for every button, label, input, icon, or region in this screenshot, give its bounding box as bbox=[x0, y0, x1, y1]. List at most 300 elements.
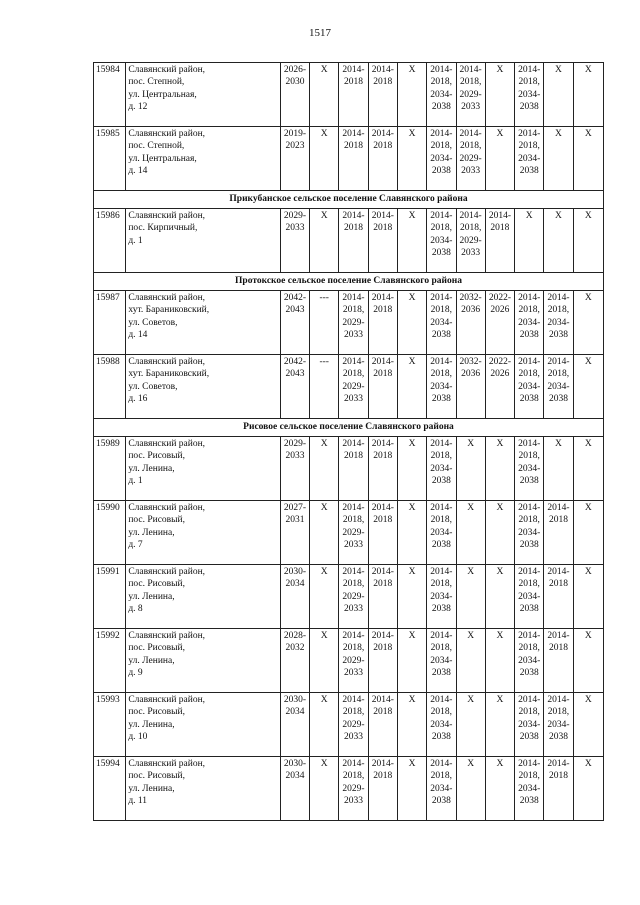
period-cell bbox=[339, 629, 368, 693]
period-cell bbox=[280, 127, 309, 191]
address-cell bbox=[126, 63, 281, 127]
period-line: Х bbox=[584, 211, 592, 221]
period-line: 2034- bbox=[518, 655, 541, 666]
period-line: 2034- bbox=[430, 719, 453, 730]
period-line: 2014- bbox=[430, 129, 453, 139]
address-line: д. 1 bbox=[128, 475, 143, 486]
period-line: 2018 bbox=[373, 451, 393, 462]
period-line: 2014- bbox=[371, 357, 394, 367]
period-line: 2033 bbox=[344, 539, 364, 550]
record-number: 15989 bbox=[94, 437, 126, 501]
period-cell bbox=[515, 63, 544, 127]
period-line: Х bbox=[408, 695, 416, 705]
period-line: 2034- bbox=[430, 591, 453, 602]
period-cell bbox=[456, 629, 485, 693]
address-line: ул. Ленина, bbox=[128, 783, 175, 794]
period-cell bbox=[339, 127, 368, 191]
period-line: Х bbox=[496, 567, 504, 577]
period-line: 2038 bbox=[548, 731, 568, 742]
period-line: 2038 bbox=[519, 165, 539, 176]
period-cell bbox=[456, 757, 485, 821]
address-line: ул. Ленина, bbox=[128, 719, 175, 730]
address-line: д. 12 bbox=[128, 101, 148, 112]
period-line: 2038 bbox=[519, 101, 539, 112]
address-line: Славянский район, bbox=[128, 129, 206, 139]
period-cell bbox=[485, 437, 514, 501]
period-line: 2018, bbox=[547, 369, 570, 380]
period-line: 2029- bbox=[342, 591, 365, 602]
period-line: 2033 bbox=[461, 101, 481, 112]
period-cell bbox=[427, 757, 456, 821]
period-cell bbox=[456, 63, 485, 127]
period-cell bbox=[544, 63, 573, 127]
period-line: 2033 bbox=[461, 247, 481, 258]
period-line: Х bbox=[555, 211, 562, 221]
address-line: пос. Кирпичный, bbox=[128, 223, 198, 234]
period-cell bbox=[397, 565, 426, 629]
period-cell bbox=[280, 565, 309, 629]
record-number: 15990 bbox=[94, 501, 126, 565]
period-cell bbox=[544, 355, 573, 419]
period-line: 2014- bbox=[342, 567, 365, 577]
period-line: 2029- bbox=[342, 381, 365, 392]
period-line: 2014- bbox=[459, 65, 482, 75]
period-line: 2018, bbox=[547, 707, 570, 718]
page-number: 1517 bbox=[309, 27, 331, 39]
period-line: 2018 bbox=[373, 515, 393, 526]
address-line: д. 9 bbox=[128, 667, 143, 678]
period-line: Х bbox=[496, 65, 504, 75]
period-line: 2014- bbox=[371, 759, 394, 769]
address-cell bbox=[126, 291, 281, 355]
period-line: 2018, bbox=[518, 771, 540, 782]
period-line: 2038 bbox=[548, 393, 568, 404]
record-number: 15992 bbox=[94, 629, 126, 693]
period-cell bbox=[310, 693, 339, 757]
period-line: 2014- bbox=[371, 211, 394, 221]
period-line: 2038 bbox=[519, 603, 539, 614]
period-cell bbox=[485, 291, 514, 355]
period-cell bbox=[397, 501, 426, 565]
period-line: 2018 bbox=[344, 77, 364, 88]
period-line: 2034 bbox=[285, 579, 305, 590]
record-number: 15993 bbox=[94, 693, 126, 757]
period-cell bbox=[544, 565, 573, 629]
period-cell bbox=[515, 629, 544, 693]
table-row bbox=[94, 437, 604, 501]
period-line: 2033 bbox=[461, 165, 481, 176]
period-line: 2018 bbox=[373, 305, 393, 316]
table-row bbox=[94, 757, 604, 821]
period-line: 2034- bbox=[430, 783, 453, 794]
address-line: Славянский район, bbox=[128, 631, 206, 641]
period-cell bbox=[339, 291, 368, 355]
section-title: Протокское сельское поселение Славянского района bbox=[94, 273, 604, 291]
period-cell bbox=[427, 355, 456, 419]
address-line: пос. Рисовый, bbox=[128, 451, 186, 462]
period-cell bbox=[280, 355, 309, 419]
period-cell bbox=[544, 209, 573, 273]
address-cell bbox=[126, 209, 281, 273]
period-line: 2038 bbox=[431, 329, 451, 340]
period-line: 2014- bbox=[430, 357, 453, 367]
period-line: 2031 bbox=[285, 515, 305, 526]
address-line: д. 10 bbox=[128, 731, 148, 742]
period-line: 2033 bbox=[285, 451, 305, 462]
period-line: 2018 bbox=[548, 771, 568, 782]
period-cell bbox=[368, 501, 397, 565]
period-line: Х bbox=[467, 503, 475, 513]
period-cell bbox=[573, 757, 603, 821]
period-line: Х bbox=[584, 631, 592, 641]
period-line: Х bbox=[408, 503, 416, 513]
period-cell bbox=[280, 501, 309, 565]
address-cell bbox=[126, 355, 281, 419]
period-line: 2018, bbox=[342, 305, 365, 316]
period-line: 2022- bbox=[488, 293, 511, 303]
period-line: Х bbox=[584, 357, 592, 367]
period-line: Х bbox=[408, 631, 416, 641]
period-line: 2018, bbox=[430, 451, 453, 462]
period-cell bbox=[544, 437, 573, 501]
period-line: Х bbox=[320, 129, 328, 139]
period-cell bbox=[397, 209, 426, 273]
period-line: 2038 bbox=[431, 475, 451, 486]
period-line: Х bbox=[555, 439, 562, 449]
period-line: 2038 bbox=[519, 667, 539, 678]
period-line: Х bbox=[320, 439, 328, 449]
period-line: 2018, bbox=[459, 141, 482, 152]
period-line: 2034- bbox=[430, 235, 453, 246]
period-line: Х bbox=[320, 759, 328, 769]
table-row bbox=[94, 127, 604, 191]
period-line: 2018, bbox=[430, 771, 453, 782]
period-line: 2014- bbox=[371, 439, 394, 449]
period-line: Х bbox=[584, 567, 592, 577]
period-line: 2018, bbox=[518, 369, 540, 380]
period-line: 2038 bbox=[431, 795, 451, 806]
address-line: хут. Бараниковский, bbox=[128, 369, 210, 380]
period-line: 2034- bbox=[430, 463, 453, 474]
period-cell bbox=[310, 757, 339, 821]
period-line: 2014- bbox=[342, 695, 365, 705]
period-line: 2038 bbox=[519, 393, 539, 404]
period-line: 2018, bbox=[430, 223, 453, 234]
period-line: 2034- bbox=[547, 719, 570, 730]
period-line: 2018 bbox=[344, 223, 364, 234]
period-line: 2043 bbox=[285, 369, 305, 380]
period-cell bbox=[427, 63, 456, 127]
period-line: 2018 bbox=[373, 141, 393, 152]
section-title: Рисовое сельское поселение Славянского района bbox=[94, 419, 604, 437]
period-cell bbox=[456, 437, 485, 501]
period-cell bbox=[280, 629, 309, 693]
period-cell bbox=[368, 693, 397, 757]
period-line: 2018 bbox=[344, 451, 364, 462]
period-line: 2018, bbox=[547, 305, 570, 316]
period-line: 2014- bbox=[342, 211, 365, 221]
period-line: 2014- bbox=[547, 503, 570, 513]
period-cell bbox=[573, 437, 603, 501]
period-line: 2034- bbox=[518, 381, 541, 392]
period-line: 2014- bbox=[518, 631, 541, 641]
period-line: 2034- bbox=[518, 591, 541, 602]
period-line: --- bbox=[319, 293, 329, 303]
period-cell bbox=[368, 355, 397, 419]
period-line: 2034- bbox=[430, 89, 453, 100]
record-number: 15984 bbox=[94, 63, 126, 127]
period-cell bbox=[280, 757, 309, 821]
period-line: 2027- bbox=[283, 503, 307, 513]
address-line: Славянский район, bbox=[128, 293, 206, 303]
period-cell bbox=[573, 127, 603, 191]
period-line: 2014- bbox=[518, 129, 541, 139]
period-line: 2014- bbox=[371, 129, 394, 139]
period-cell bbox=[544, 693, 573, 757]
section-header-row bbox=[94, 191, 604, 209]
address-line: Славянский район, bbox=[128, 567, 206, 577]
period-line: 2014- bbox=[547, 759, 570, 769]
period-line: 2014- bbox=[430, 503, 453, 513]
period-line: 2029- bbox=[342, 783, 365, 794]
address-line: д. 11 bbox=[128, 795, 148, 806]
period-cell bbox=[427, 565, 456, 629]
period-line: Х bbox=[408, 211, 416, 221]
period-line: 2014- bbox=[371, 65, 394, 75]
period-line: Х bbox=[555, 129, 562, 139]
period-line: 2018, bbox=[342, 707, 365, 718]
period-cell bbox=[339, 693, 368, 757]
table-row bbox=[94, 693, 604, 757]
period-line: 2014- bbox=[342, 357, 365, 367]
period-line: 2018, bbox=[430, 515, 453, 526]
address-line: пос. Степной, bbox=[128, 77, 185, 88]
period-line: Х bbox=[584, 759, 592, 769]
period-cell bbox=[397, 693, 426, 757]
period-line: 2043 bbox=[285, 305, 305, 316]
period-line: Х bbox=[496, 695, 504, 705]
period-line: Х bbox=[408, 759, 416, 769]
period-line: 2029- bbox=[342, 317, 365, 328]
period-cell bbox=[310, 209, 339, 273]
period-line: 2014- bbox=[342, 631, 365, 641]
period-line: 2036 bbox=[461, 305, 481, 316]
address-line: ул. Центральная, bbox=[128, 153, 197, 164]
address-line: пос. Рисовый, bbox=[128, 707, 186, 718]
period-cell bbox=[456, 501, 485, 565]
period-line: 2014- bbox=[371, 503, 394, 513]
record-number: 15986 bbox=[94, 209, 126, 273]
period-line: 2038 bbox=[519, 731, 539, 742]
period-line: 2014- bbox=[459, 211, 482, 221]
period-line: 2018, bbox=[430, 141, 453, 152]
period-line: 2030- bbox=[283, 695, 307, 705]
table-row bbox=[94, 209, 604, 273]
period-line: 2034- bbox=[547, 381, 570, 392]
period-line: 2034- bbox=[518, 463, 541, 474]
address-cell bbox=[126, 693, 281, 757]
period-line: 2018 bbox=[344, 141, 364, 152]
period-cell bbox=[485, 629, 514, 693]
period-cell bbox=[427, 629, 456, 693]
period-line: Х bbox=[496, 503, 504, 513]
period-line: 2014- bbox=[547, 695, 570, 705]
period-cell bbox=[456, 291, 485, 355]
period-cell bbox=[544, 501, 573, 565]
period-cell bbox=[310, 437, 339, 501]
period-cell bbox=[427, 501, 456, 565]
period-line: 2018, bbox=[342, 515, 365, 526]
period-line: 2034- bbox=[430, 317, 453, 328]
period-line: 2034- bbox=[430, 655, 453, 666]
period-line: 2018, bbox=[518, 141, 540, 152]
period-cell bbox=[280, 63, 309, 127]
period-cell bbox=[456, 355, 485, 419]
record-number: 15987 bbox=[94, 291, 126, 355]
period-line: 2029- bbox=[342, 527, 365, 538]
period-line: Х bbox=[320, 65, 328, 75]
period-line: 2023 bbox=[285, 141, 305, 152]
address-line: пос. Степной, bbox=[128, 141, 185, 152]
period-line: 2029- bbox=[342, 655, 365, 666]
period-line: 2038 bbox=[431, 101, 451, 112]
period-line: 2028- bbox=[283, 631, 307, 641]
period-line: 2032 bbox=[285, 643, 305, 654]
period-cell bbox=[397, 437, 426, 501]
period-line: 2014- bbox=[342, 293, 365, 303]
period-line: 2014- bbox=[342, 439, 365, 449]
period-cell bbox=[280, 437, 309, 501]
period-cell bbox=[515, 501, 544, 565]
period-line: 2038 bbox=[431, 603, 451, 614]
period-line: Х bbox=[467, 695, 475, 705]
period-line: 2018, bbox=[430, 579, 453, 590]
period-line: Х bbox=[408, 567, 416, 577]
address-line: ул. Советов, bbox=[128, 317, 178, 328]
period-line: 2014- bbox=[430, 631, 453, 641]
period-line: Х bbox=[408, 439, 416, 449]
period-line: 2014- bbox=[518, 293, 541, 303]
period-line: 2038 bbox=[431, 247, 451, 258]
table-row bbox=[94, 565, 604, 629]
period-line: 2018 bbox=[548, 643, 568, 654]
period-line: 2018 bbox=[490, 223, 510, 234]
address-cell bbox=[126, 565, 281, 629]
table-row bbox=[94, 63, 604, 127]
period-cell bbox=[368, 757, 397, 821]
period-line: --- bbox=[319, 357, 329, 367]
address-line: хут. Бараниковский, bbox=[128, 305, 210, 316]
address-line: д. 8 bbox=[128, 603, 143, 614]
period-line: Х bbox=[320, 631, 328, 641]
period-cell bbox=[280, 693, 309, 757]
period-line: 2018 bbox=[373, 707, 393, 718]
period-line: 2014- bbox=[430, 65, 453, 75]
period-line: 2018, bbox=[518, 451, 540, 462]
period-cell bbox=[339, 355, 368, 419]
period-cell bbox=[310, 629, 339, 693]
period-line: Х bbox=[584, 65, 592, 75]
period-line: Х bbox=[408, 129, 416, 139]
address-line: ул. Ленина, bbox=[128, 527, 175, 538]
housing-register-table bbox=[93, 62, 604, 821]
period-line: 2034 bbox=[285, 707, 305, 718]
period-line: 2018, bbox=[430, 707, 453, 718]
period-cell bbox=[515, 565, 544, 629]
period-line: 2026- bbox=[283, 65, 307, 75]
period-line: 2038 bbox=[548, 329, 568, 340]
period-line: 2018, bbox=[430, 77, 453, 88]
period-line: 2018, bbox=[518, 579, 540, 590]
period-line: Х bbox=[467, 631, 475, 641]
address-line: пос. Рисовый, bbox=[128, 643, 186, 654]
period-line: 2034- bbox=[518, 89, 541, 100]
record-number: 15994 bbox=[94, 757, 126, 821]
period-line: 2034- bbox=[430, 153, 453, 164]
period-cell bbox=[339, 63, 368, 127]
period-cell bbox=[515, 757, 544, 821]
period-line: Х bbox=[320, 567, 328, 577]
period-line: 2038 bbox=[519, 539, 539, 550]
period-line: 2014- bbox=[547, 567, 570, 577]
period-line: 2033 bbox=[344, 603, 364, 614]
period-line: Х bbox=[496, 759, 504, 769]
period-line: 2033 bbox=[344, 393, 364, 404]
address-line: ул. Центральная, bbox=[128, 89, 197, 100]
period-line: 2018, bbox=[518, 643, 540, 654]
period-line: 2014- bbox=[430, 439, 453, 449]
section-header-row bbox=[94, 419, 604, 437]
period-cell bbox=[573, 63, 603, 127]
address-line: пос. Рисовый, bbox=[128, 771, 186, 782]
period-cell bbox=[456, 693, 485, 757]
period-cell bbox=[397, 629, 426, 693]
address-line: д. 14 bbox=[128, 165, 148, 176]
period-line: 2029- bbox=[283, 439, 307, 449]
period-line: 2033 bbox=[344, 667, 364, 678]
address-line: д. 16 bbox=[128, 393, 148, 404]
period-line: 2018 bbox=[373, 579, 393, 590]
period-line: 2018, bbox=[518, 515, 540, 526]
period-line: 2033 bbox=[344, 795, 364, 806]
period-cell bbox=[339, 757, 368, 821]
section-title: Прикубанское сельское поселение Славянского района bbox=[94, 191, 604, 209]
period-cell bbox=[368, 63, 397, 127]
period-line: 2022- bbox=[488, 357, 511, 367]
period-cell bbox=[573, 501, 603, 565]
period-cell bbox=[368, 565, 397, 629]
period-cell bbox=[339, 565, 368, 629]
period-line: Х bbox=[555, 65, 562, 75]
period-line: 2014- bbox=[430, 293, 453, 303]
period-line: 2029- bbox=[459, 235, 482, 246]
period-line: 2038 bbox=[431, 731, 451, 742]
period-cell bbox=[368, 127, 397, 191]
period-line: 2018, bbox=[518, 707, 540, 718]
period-line: Х bbox=[525, 211, 533, 221]
period-cell bbox=[515, 291, 544, 355]
period-cell bbox=[368, 209, 397, 273]
period-cell bbox=[544, 629, 573, 693]
period-line: 2038 bbox=[431, 165, 451, 176]
period-cell bbox=[310, 501, 339, 565]
period-cell bbox=[573, 209, 603, 273]
period-cell bbox=[544, 127, 573, 191]
address-line: Славянский район, bbox=[128, 211, 206, 221]
address-line: д. 14 bbox=[128, 329, 148, 340]
address-line: Славянский район, bbox=[128, 695, 206, 705]
period-line: 2018, bbox=[518, 77, 540, 88]
